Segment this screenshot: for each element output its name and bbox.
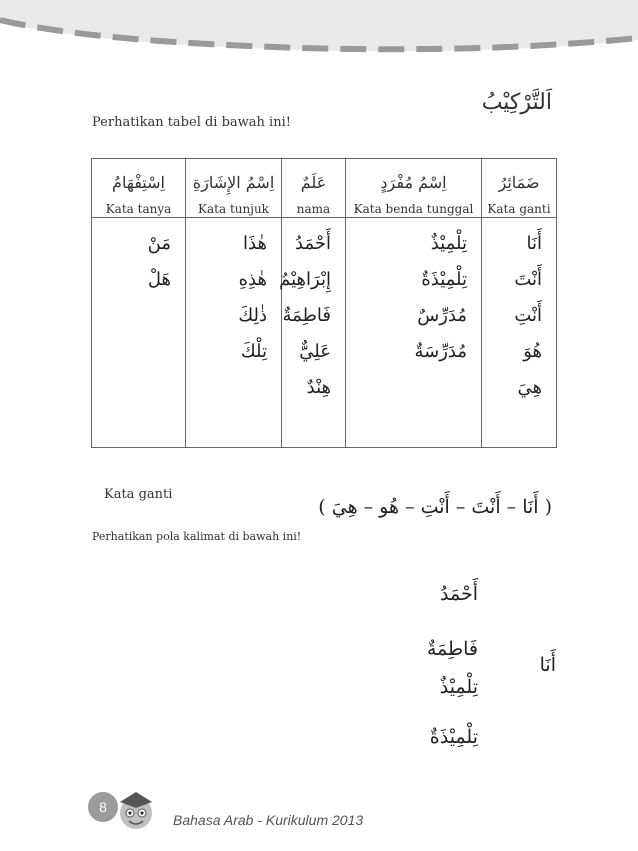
list-item: تِلْمِيْذَةٌ <box>421 269 467 290</box>
column-header-kata-tanya <box>92 159 186 218</box>
pattern-item: أَحْمَدُ <box>440 583 478 605</box>
pronoun-label: Kata ganti <box>104 487 173 502</box>
list-item: هٰذِهِ <box>238 269 267 290</box>
column-header-kata-tunjuk <box>186 159 282 218</box>
column-header-latin: Kata benda tunggal <box>353 202 474 216</box>
table-intro-text: Perhatikan tabel di bawah ini! <box>92 115 291 130</box>
pronoun-list-arabic: ( أَنَا – أَنْتَ – أَنْتِ – هُو – هِيَ ) <box>318 496 552 518</box>
book-title: Bahasa Arab - Kurikulum 2013 <box>173 812 364 828</box>
page-number: 8 <box>88 792 118 822</box>
column-cell-kata-tanya <box>92 218 186 448</box>
column-header-latin: Kata tanya <box>105 202 172 216</box>
list-item: أَنْتِ <box>514 305 542 326</box>
column-header-arabic: عَلَمٌ <box>300 173 327 192</box>
column-header-arabic: اِسْتِفْهَامُ <box>112 173 165 192</box>
column-cell-nama <box>279 218 346 448</box>
pattern-item: فَاطِمَةٌ <box>426 638 478 660</box>
list-item: إِبْرَاهِيْمُ <box>279 269 331 290</box>
list-item: هِيَ <box>517 377 542 398</box>
student-mascot-icon <box>114 786 158 832</box>
column-header-kata-ganti <box>482 159 557 218</box>
column-header-latin: Kata ganti <box>487 202 551 216</box>
column-cell-kata-ganti <box>482 218 557 448</box>
column-header-kata-benda-tunggal <box>346 159 482 218</box>
grammar-table <box>91 158 557 448</box>
list-item: عَلِيٌّ <box>299 341 331 362</box>
list-item: هٰذَا <box>243 233 267 254</box>
list-item: مُدَرِّسَةٌ <box>414 341 467 362</box>
section-heading-arabic: اَلتَّرْكِيْبُ <box>481 90 552 115</box>
pattern-item: تِلْمِيْذَةٌ <box>429 726 478 748</box>
pattern-item: تِلْمِيْذٌ <box>439 676 478 698</box>
column-header-latin: nama <box>296 202 331 216</box>
list-item: هِنْدٌ <box>306 377 331 398</box>
list-item: ذٰلِكَ <box>238 305 267 326</box>
column-header-arabic: اِسْمُ مُفْرَدٍ <box>380 173 447 192</box>
column-header-nama <box>282 159 346 218</box>
list-item: تِلْمِيْذٌ <box>430 233 467 254</box>
list-item: فَاطِمَةٌ <box>282 305 331 326</box>
decorative-top-band <box>0 0 638 58</box>
column-header-arabic: ضَمَائِرُ <box>498 173 540 192</box>
column-cell-kata-tunjuk <box>186 218 282 448</box>
list-item: أَنَا <box>526 233 542 254</box>
column-cell-kata-benda-tunggal <box>346 218 482 448</box>
list-item: هُوَ <box>523 341 542 362</box>
column-header-arabic: اِسْمُ الإِشَارَةِ <box>192 173 275 192</box>
pattern-intro-text: Perhatikan pola kalimat di bawah ini! <box>92 530 302 543</box>
list-item: تِلْكَ <box>240 341 267 362</box>
column-header-latin: Kata tunjuk <box>198 202 269 216</box>
list-item: أَحْمَدُ <box>295 233 331 254</box>
list-item: أَنْتَ <box>514 269 542 290</box>
list-item: هَلْ <box>147 269 171 290</box>
pattern-subject: أَنَا <box>539 654 556 676</box>
list-item: مَنْ <box>147 233 171 254</box>
list-item: مُدَرِّسٌ <box>417 305 467 326</box>
